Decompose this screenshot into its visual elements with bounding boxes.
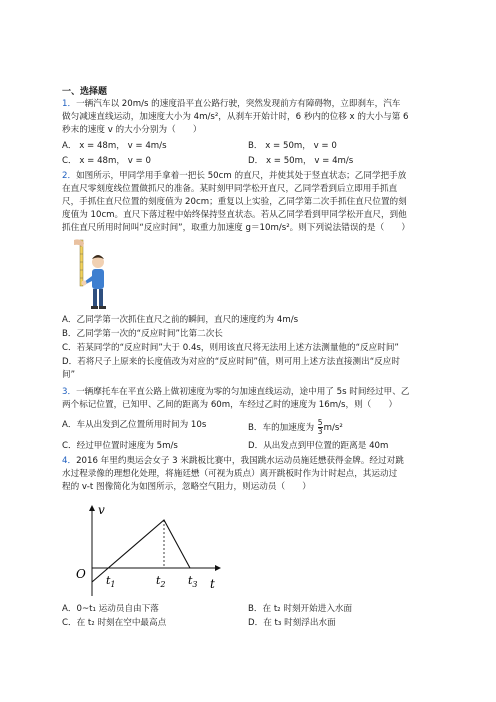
- q1-line-1: [62, 98, 400, 110]
- q2-text-1: 如图所示，甲同学用手拿着一把长 50cm 的直尺，并使其处于竖直状态；乙同学把手放: [76, 171, 407, 181]
- q2-number: 2．: [62, 171, 77, 181]
- q2-option-d[interactable]: D．若将尺子上原来的长度值改为对应的“反应时间”值，则可用上述方法直接测出“反应时: [62, 357, 400, 367]
- q3-option-a[interactable]: A．车从出发到乙位置所用时间为 10s: [62, 420, 207, 430]
- q1-line-2: 做匀减速直线运动，加速度大小为 4m/s²，从刹车开始计时，6 秒内的位移 x 的大小与第 6: [62, 112, 409, 122]
- v-axis-label: v: [98, 503, 105, 517]
- origin-label: O: [76, 567, 86, 581]
- q4-text-1: 2016 年里约奥运会女子 3 米跳板比赛中，我国跳水运动员施廷懋获得金牌。经过对跳: [76, 456, 404, 466]
- vt-graph: [70, 500, 230, 600]
- t1-letter: t: [106, 574, 111, 587]
- fraction: $\frac{5}{3}$: [317, 418, 323, 436]
- q4-option-d[interactable]: D．在 t₃ 时刻浮出水面: [248, 618, 336, 628]
- q3-line-1: [62, 386, 409, 398]
- q4-option-a[interactable]: A．0~t₁ 运动员自由下落: [62, 604, 159, 614]
- q4-option-b[interactable]: B．在 t₂ 时刻开始进入水面: [248, 604, 353, 614]
- q4-line-1: [62, 455, 404, 467]
- q4-line-3: 程的 v-t 图像简化为如图所示，忽略空气阻力，则运动员（ ）: [62, 482, 311, 492]
- q2-option-c[interactable]: C．若某同学的“反应时间”大于 0.4s，则用该直尺将无法用上述方法测量他的“反应时间”: [62, 343, 399, 353]
- q3-number: 3．: [62, 387, 77, 397]
- q4-line-2: 水过程录像的理想化处理，将施廷懋（可视为质点）离开跳板时作为计时起点，其运动过: [62, 469, 398, 479]
- q2-option-a[interactable]: A．乙同学第一次抓住直尺之前的瞬间，直尺的速度约为 4m/s: [62, 315, 299, 325]
- t1-sub: 1: [110, 580, 116, 589]
- q1-text-1: 一辆汽车以 20m/s 的速度沿平直公路行驶，突然发现前方有障碍物，立即刹车，汽车: [76, 99, 401, 109]
- q3-option-b[interactable]: B．车的加速度为 $\frac{5}{3}$ m/s²: [248, 418, 343, 436]
- q2-line-2: 在直尺零刻度线位置做抓尺的准备。某时刻甲同学松开直尺，乙同学看到后立即用手抓直: [62, 184, 398, 194]
- q4-number: 4．: [62, 456, 77, 466]
- q1-line-3: 秒末的速度 v 的大小分别为（ ）: [62, 125, 202, 135]
- q3-option-d[interactable]: D．从出发点到甲位置的距离是 40m: [248, 441, 389, 451]
- t2-letter: t: [156, 574, 161, 587]
- t3-sub: 3: [192, 580, 198, 589]
- q2-line-1: [62, 170, 406, 182]
- t-axis-label: t: [210, 577, 215, 591]
- ruler-experiment-illustration: [68, 238, 112, 310]
- t2-sub: 2: [160, 580, 166, 589]
- q3-option-c[interactable]: C．经过甲位置时速度为 5m/s: [62, 441, 178, 451]
- q3-line-2: 两个标记位置，已知甲、乙间的距离为 60m，车经过乙时的速度为 16m/s，则（ ）: [62, 400, 398, 410]
- q2-line-4: 度值为 10cm。直尺下落过程中始终保持竖直状态。若从乙同学看到甲同学松开直尺，到他: [62, 210, 407, 220]
- t3-label: [188, 574, 198, 589]
- q1-option-a[interactable]: A． x = 48m， v = 4m/s: [62, 141, 167, 151]
- q2-option-d-cont: 间”: [62, 370, 76, 380]
- q3-text-1: 一辆摩托车在平直公路上做初速度为零的匀加速直线运动，途中用了 5s 时间经过甲、乙: [76, 387, 410, 397]
- q1-option-c[interactable]: C． x = 48m， v = 0: [62, 156, 151, 166]
- q1-option-d[interactable]: D． x = 50m， v = 4m/s: [248, 156, 354, 166]
- t2-label: [156, 574, 166, 589]
- q2-line-5: 抓住直尺所用时间叫“反应时间”，取重力加速度 g＝10m/s²。则下列说法错误的是（ ）: [62, 223, 410, 233]
- vt-line: [92, 520, 190, 582]
- q4-option-c[interactable]: C．在 t₂ 时刻在空中最高点: [62, 618, 167, 628]
- section-heading: 一、选择题: [62, 87, 108, 97]
- q1-option-b[interactable]: B． x = 50m， v = 0: [248, 141, 337, 151]
- t3-letter: t: [188, 574, 193, 587]
- q2-line-3: 尺，手抓住直尺位置的刻度值为 20cm；重复以上实验，乙同学第二次手抓住直尺位置的刻: [62, 197, 407, 207]
- q2-option-b[interactable]: B．乙同学第一次的“反应时间”比第二次长: [62, 329, 223, 339]
- q1-number: 1．: [62, 99, 77, 109]
- t1-label: [106, 574, 116, 589]
